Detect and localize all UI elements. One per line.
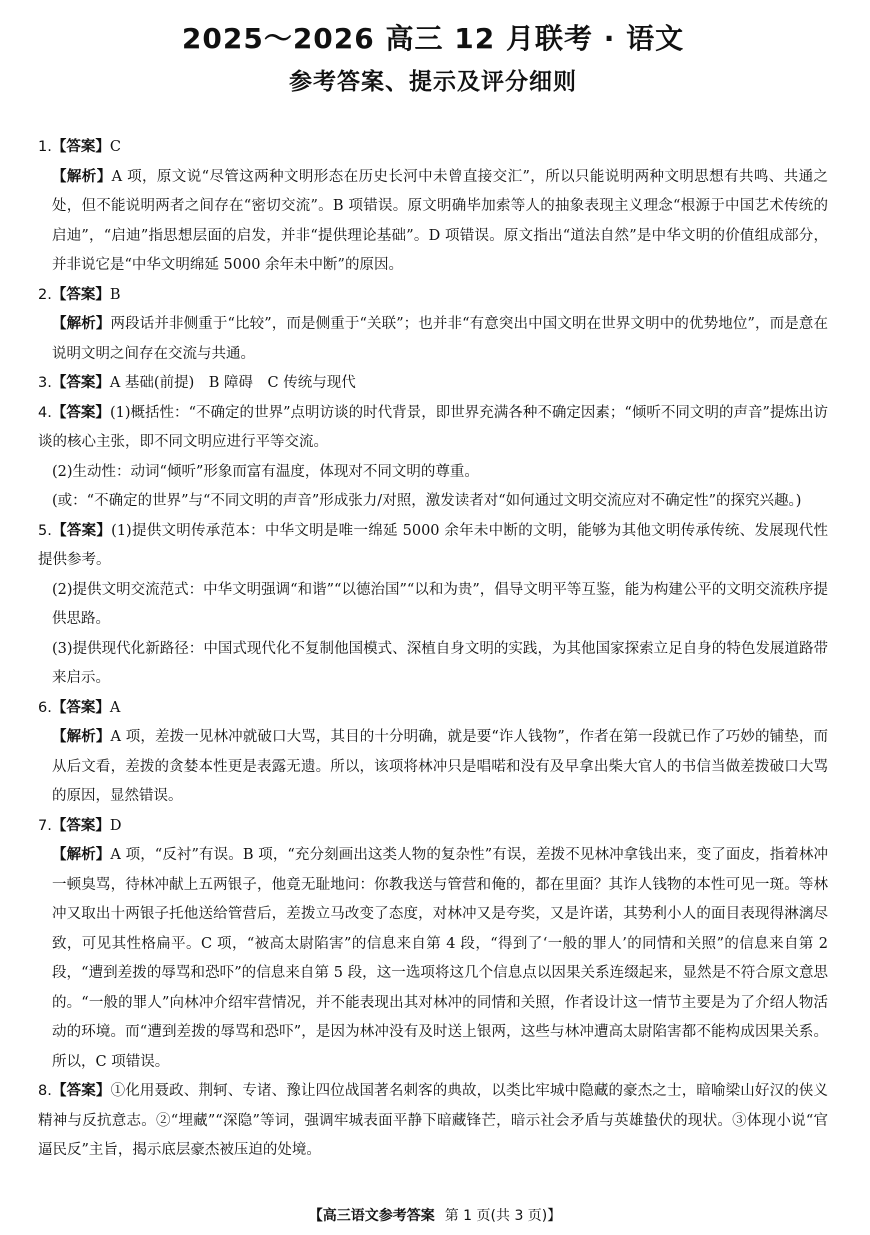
analysis-tag: 【解析】: [52, 316, 111, 332]
item-number: 2.: [38, 286, 52, 303]
answer-text: C: [109, 139, 121, 155]
answer-tag: 【答案】: [51, 522, 112, 539]
answer-text: A: [109, 699, 121, 716]
answer-item-3: [38, 369, 828, 399]
answer-text: ①化用聂政、荆轲、专诸、豫让四位战国著名刺客的典故，以类比牢城中隐藏的豪杰之士，暗喻梁山好汉的侠义精神与反抗意志。②“埋藏”“深隐”等词，强调牢城表面平静下暗藏锋芒，暗示社会矛盾与英雄蛰伏的现状。③体现小说“官逼民反”主旨，揭示底层豪杰被压迫的处境。: [38, 1083, 829, 1158]
item-number: 4.: [38, 404, 52, 421]
answer-item-7: [38, 812, 828, 1078]
analysis-tag: 【解析】: [52, 168, 112, 185]
page-footer: [0, 1205, 870, 1225]
item-number: 5.: [38, 522, 52, 539]
analysis-text: A 项，“反衬”有误。B 项，“充分刻画出这类人物的复杂性”有误，差拨不见林冲拿钱出来，变了面皮，指着林冲一顿臭骂，待林冲献上五两银子，他竟无耻地问：你教我送与管营和俺的，都在里面？其诈人钱物的本性可见一斑。等林冲又取出十两银子托他送给管营后，差拨立马改变了态度，对林冲又是夸奖，又是许诺，其势利小人的面目表现得淋漓尽致，可见其性格扁平。C 项，“被高太尉陷害”的信息来自第 4 段，“得到了‘一般的罪人’的同情和关照”的信息来自第 2 段，“遭到差拨的辱骂和恐吓”的信息来自第 5 段，这一选项将这几个信息点以因果关系连缀起来，显然是不符合原文意思的。“一般的罪人”向林冲介绍牢营情况，并不能表现出其对林冲的同情和关照，作者设计这一情节主要是为了介绍人物活动的环境。而“遭到差拨的辱骂和恐吓”，是因为林冲没有及时送上银两，这些与林冲遭高太尉陷害都不能构成因果关系。所以，C 项错误。: [52, 847, 829, 1070]
item-number: 8.: [38, 1083, 52, 1099]
answer-point: (或：“不确定的世界”与“不同文明的声音”形成张力/对照，激发读者对“如何通过文明交流应对不确定性”的探究兴趣。): [52, 493, 802, 509]
answer-item-8: [38, 1077, 828, 1166]
answer-list: [38, 133, 828, 1166]
footer-label: 【高三语文参考答案: [308, 1208, 435, 1224]
answer-tag: 【答案】: [51, 404, 110, 421]
analysis-tag: 【解析】: [52, 847, 111, 863]
answer-point: (2)提供文明交流范式：中华文明强调“和谐”“以德治国”“以和为贵”，倡导文明平等互鉴，能为构建公平的文明交流秩序提供思路。: [52, 581, 828, 627]
answer-item-4: [38, 399, 828, 517]
answer-tag: 【答案】: [51, 1083, 111, 1099]
answer-text: B: [109, 286, 121, 303]
page-subtitle: 参考答案、提示及评分细则: [289, 69, 577, 95]
answer-item-1: [38, 133, 828, 281]
analysis-text: A 项，原文说“尽管这两种文明形态在历史长河中未曾直接交汇”，所以只能说明两种文明思想有共鸣、共通之处，但不能说明两者之间存在“密切交流”。B 项错误。原文明确毕加索等人的抽象表现主义理念“根源于中国艺术传统的启迪”，“启迪”指思想层面的启发，并非“提供理论基础”。D 项错误。原文指出“道法自然”是中华文明的价值组成部分，并非说它是“中华文明绵延 5000 余年未中断”的原因。: [52, 168, 828, 273]
item-number: 6.: [38, 699, 52, 716]
answer-tag: 【答案】: [51, 286, 110, 303]
answer-item-5: [38, 517, 828, 694]
item-number: 3.: [38, 375, 52, 391]
answer-text: (1)提供文明传承范本：中华文明是唯一绵延 5000 余年未中断的文明，能够为其他文明传承传统、发展现代性提供参考。: [38, 522, 829, 568]
analysis-text: A 项，差拨一见林冲就破口大骂，其目的十分明确，就是要“诈人钱物”，作者在第一段就已作了巧妙的铺垫，而从后文看，差拨的贪婪本性更是表露无遗。所以，该项将林冲只是唱喏和没有及早拿出柴大官人的书信当做差拨破口大骂的原因，显然错误。: [52, 729, 828, 804]
answer-item-6: [38, 694, 828, 812]
answer-tag: 【答案】: [51, 699, 110, 716]
answer-point: (3)提供现代化新路径：中国式现代化不复制他国模式、深植自身文明的实践，为其他国家探索立足自身的特色发展道路带来启示。: [52, 640, 828, 686]
answer-tag: 【答案】: [51, 375, 110, 391]
answer-tag: 【答案】: [51, 817, 110, 834]
analysis-text: 两段话并非侧重于“比较”，而是侧重于“关联”；也并非“有意突出中国文明在世界文明中的优势地位”，而是意在说明文明之间存在交流与共通。: [52, 316, 828, 362]
answer-text: (1)概括性：“不确定的世界”点明访谈的时代背景，即世界充满各种不确定因素；“倾听不同文明的声音”提炼出访谈的核心主张，即不同文明应进行平等交流。: [38, 404, 829, 450]
item-number: 7.: [38, 817, 52, 834]
page-number: 第 1 页(共 3 页)】: [444, 1208, 562, 1224]
answer-tag: 【答案】: [51, 139, 110, 155]
answer-text: A 基础(前提) B 障碍 C 传统与现代: [109, 375, 356, 391]
item-number: 1.: [38, 139, 52, 155]
analysis-tag: 【解析】: [52, 729, 111, 745]
answer-item-2: [38, 281, 828, 370]
answer-text: D: [109, 817, 122, 834]
page-title: 2025～2026 高三 12 月联考 · 语文: [181, 22, 685, 55]
answer-point: (2)生动性：动词“倾听”形象而富有温度，体现对不同文明的尊重。: [52, 463, 479, 480]
